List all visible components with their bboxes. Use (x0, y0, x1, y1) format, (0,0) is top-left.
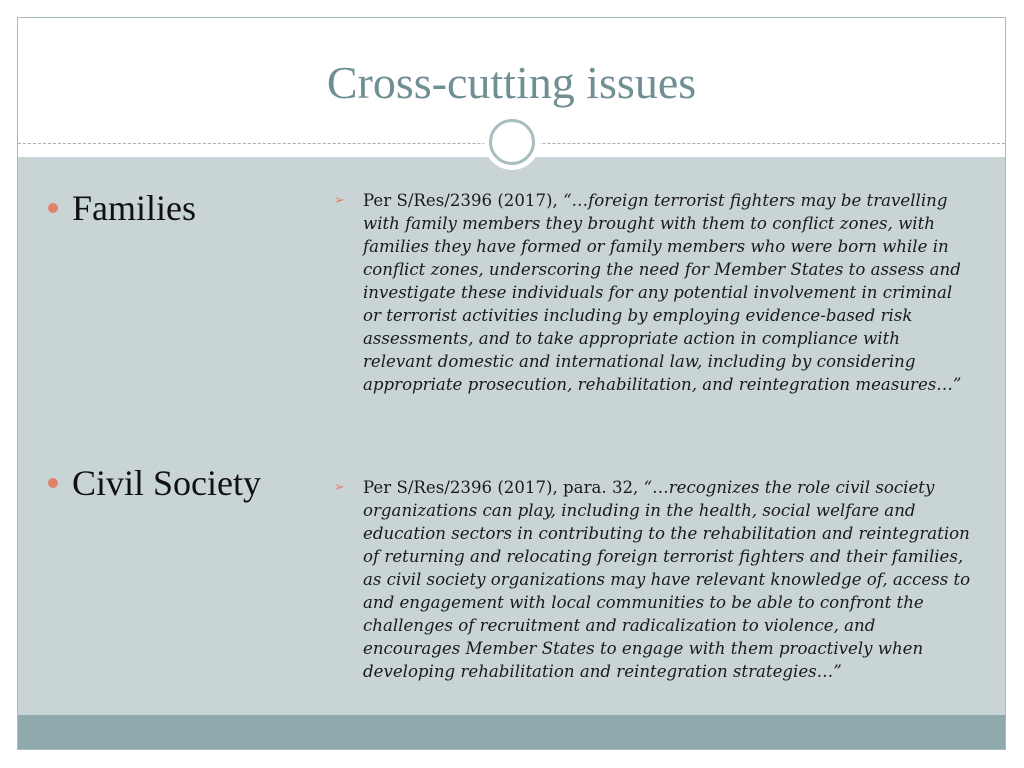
divider-ring-icon (489, 119, 535, 165)
arrow-bullet-icon: ➢ (334, 480, 345, 495)
quote: “…recognizes the role civil society organizations can play, including in the health, social welfare and education sectors in contributing to the rehabilitation and reintegration of returning and relocating foreign terrorist fighters and their families, as civil society organizations may have relevant knowledge of, access to and engagement with local communities to be able to confront the challenges of recruitment and radicalization to violence, and encourages Member States to engage with them proactively when developing rehabilitation and reintegration strategies…” (363, 478, 971, 681)
content-area (18, 157, 1005, 717)
citation: Per S/Res/2396 (2017), (363, 191, 564, 210)
bullet-families (48, 187, 196, 229)
quote-text (363, 189, 974, 396)
bullet-label: Civil Society (72, 463, 261, 503)
bullet-dot-icon (48, 203, 58, 213)
quote: “…foreign terrorist fighters may be travelling with family members they brought with them to conflict zones, with families they have formed or family members who were born while in conflict zones, underscoring the need for Member States to assess and investigate these individuals for any potential involvement in criminal or terrorist activities including by employing evidence-based risk assessments, and to take appropriate action in compliance with relevant domestic and international law, including by considering appropriate prosecution, rehabilitation, and reintegration measures…” (363, 191, 962, 394)
footer-band (18, 715, 1005, 749)
quote-text (363, 476, 974, 683)
resolution-quote-families (334, 189, 974, 396)
slide (17, 17, 1006, 750)
arrow-bullet-icon: ➢ (334, 193, 345, 208)
bullet-dot-icon (48, 478, 58, 488)
resolution-quote-civil-society (334, 476, 974, 683)
citation: Per S/Res/2396 (2017), para. 32, (363, 478, 644, 497)
slide-title: Cross-cutting issues (326, 57, 697, 108)
bullet-civil-society (48, 462, 261, 504)
bullet-label: Families (72, 188, 196, 228)
